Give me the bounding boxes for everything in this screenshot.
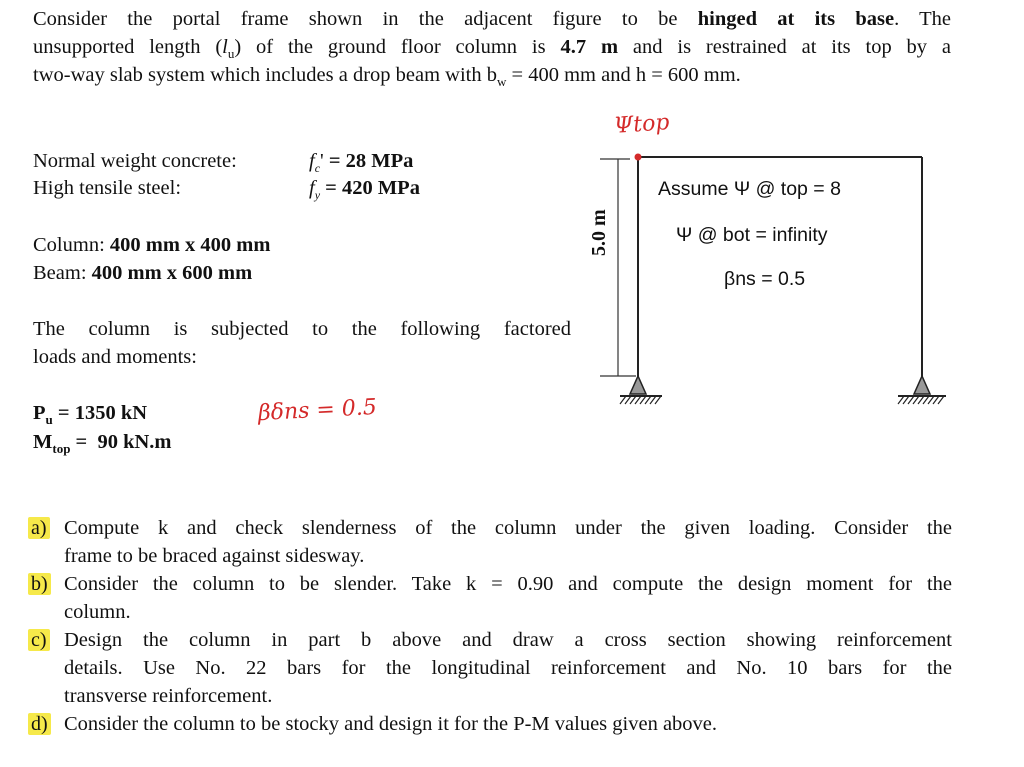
top-joint-marker bbox=[635, 154, 642, 161]
loads-intro-line-2: loads and moments: bbox=[33, 346, 197, 368]
handwritten-beta-note: βδns = 0.5 bbox=[257, 394, 378, 427]
left-pin-support bbox=[630, 376, 646, 394]
question-letter: b) bbox=[28, 573, 51, 595]
question-a: a) Compute k and check slenderness of the column under the given loading. Consider the frame to be braced against sidesway. bbox=[28, 514, 952, 542]
question-letter: d) bbox=[28, 713, 51, 735]
steel-strength: $f_y = 420$ MPa bbox=[309, 177, 420, 203]
concrete-strength: $f_c' = 28$ MPa bbox=[309, 150, 414, 176]
intro-line-2: unsupported length $(l_u)$ of the ground floor column is 4.7 m and is restrained at its top by a bbox=[33, 36, 952, 62]
concrete-label: Normal weight concrete: bbox=[33, 150, 237, 172]
height-dimension-label: 5.0 m bbox=[588, 209, 610, 256]
question-b: b) Consider the column to be slender. Take k = 0.90 and compute the design moment for the column. bbox=[28, 570, 952, 598]
top-moment: $M_{top} = 90$ kN.m bbox=[33, 431, 172, 457]
right-pin-support bbox=[914, 376, 930, 394]
axial-load: $P_u = 1350$ kN bbox=[33, 402, 148, 428]
steel-label: High tensile steel: bbox=[33, 177, 182, 199]
beta-ns: βns = 0.5 bbox=[724, 268, 806, 290]
column-size: Column: 400 mm x 400 mm bbox=[33, 234, 271, 256]
hinged-emphasis: hinged at its base bbox=[697, 8, 895, 30]
beam-size: Beam: 400 mm x 600 mm bbox=[33, 262, 253, 284]
question-d: d) Consider the column to be stocky and design it for the P-M values given above. bbox=[28, 710, 952, 738]
length-value: 4.7 m bbox=[560, 36, 619, 58]
question-letter: a) bbox=[28, 517, 50, 539]
intro-line-1: Consider the portal frame shown in the adjacent figure to be hinged at its base. The bbox=[33, 8, 952, 30]
loads-intro-line-1: The column is subjected to the following factored bbox=[33, 318, 571, 340]
psi-bottom: Ψ @ bot = infinity bbox=[676, 224, 828, 246]
question-letter: c) bbox=[28, 629, 50, 651]
assume-psi-top: Assume Ψ @ top = 8 bbox=[658, 178, 841, 200]
handwritten-psi-top: Ψtop bbox=[613, 110, 671, 139]
intro-line-3: two-way slab system which includes a drop beam with $b_w = 400$ mm and h = 600 mm. bbox=[33, 64, 741, 90]
question-c: c) Design the column in part b above and draw a cross section showing reinforcement details. Use No. 22 bars for the longitudinal reinforcement and No. 10 bars for the transverse reinforcement. bbox=[28, 626, 952, 654]
